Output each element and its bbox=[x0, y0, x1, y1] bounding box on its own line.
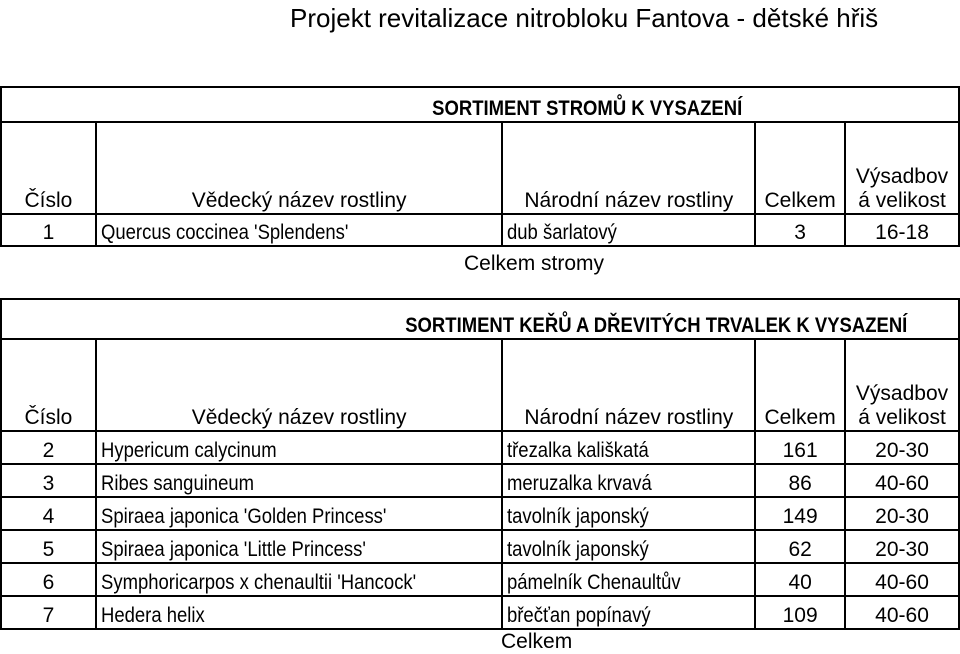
common-name-cell: břečťan popínavý bbox=[507, 604, 652, 627]
trees-section-title: SORTIMENT STROMŮ K VYSAZENÍ bbox=[431, 97, 742, 120]
table-row: 2 Hypericum calycinum třezalka kališkatá 161 20-30 bbox=[1, 431, 959, 464]
trees-footer-row bbox=[1, 246, 959, 276]
total-cell: 62 bbox=[755, 530, 845, 563]
shrubs-section-title-row bbox=[1, 299, 959, 339]
header-scientific-name: Vědecký název rostliny bbox=[96, 339, 503, 431]
size-cell: 16-18 bbox=[845, 214, 959, 246]
header-planting-size: Výsadbov á velikost bbox=[845, 122, 959, 214]
scientific-name-cell: Symphoricarpos x chenaultii 'Hancock' bbox=[100, 571, 417, 594]
scientific-name-cell: Quercus coccinea 'Splendens' bbox=[100, 221, 349, 244]
size-cell: 40-60 bbox=[845, 596, 959, 629]
size-cell: 20-30 bbox=[845, 431, 959, 464]
size-cell: 20-30 bbox=[845, 530, 959, 563]
table-row: 6 Symphoricarpos x chenaultii 'Hancock' pámelník Chenaultův 40 40-60 bbox=[1, 563, 959, 596]
header-number: Číslo bbox=[1, 339, 96, 431]
table-row: 5 Spiraea japonica 'Little Princess' tavolník japonský 62 20-30 bbox=[1, 530, 959, 563]
table-row: 4 Spiraea japonica 'Golden Princess' tavolník japonský 149 20-30 bbox=[1, 497, 959, 530]
size-cell: 40-60 bbox=[845, 563, 959, 596]
common-name-cell: meruzalka krvavá bbox=[507, 472, 653, 495]
size-cell: 20-30 bbox=[845, 497, 959, 530]
shrubs-section-title: SORTIMENT KEŘŮ A DŘEVITÝCH TRVALEK K VYSAZENÍ bbox=[404, 314, 907, 337]
total-cell: 40 bbox=[755, 563, 845, 596]
header-number: Číslo bbox=[1, 122, 96, 214]
trees-footer: Celkem stromy bbox=[464, 252, 605, 275]
header-total: Celkem bbox=[755, 122, 845, 214]
table-row: 1 Quercus coccinea 'Splendens' dub šarlatový 3 16-18 bbox=[1, 214, 959, 246]
common-name-cell: pámelník Chenaultův bbox=[507, 571, 682, 594]
total-cell: 86 bbox=[755, 464, 845, 497]
common-name-cell: třezalka kališkatá bbox=[507, 439, 650, 462]
total-cell: 109 bbox=[755, 596, 845, 629]
scientific-name-cell: Hypericum calycinum bbox=[100, 439, 277, 462]
shrubs-footer-row bbox=[1, 629, 959, 654]
common-name-cell: dub šarlatový bbox=[507, 221, 618, 244]
table-row: 3 Ribes sanguineum meruzalka krvavá 86 40-60 bbox=[1, 464, 959, 497]
header-planting-size: Výsadbov á velikost bbox=[845, 339, 959, 431]
scientific-name-cell: Spiraea japonica 'Little Princess' bbox=[100, 538, 366, 561]
page-title: Projekt revitalizace nitrobloku Fantova - dětské hřiš bbox=[290, 3, 879, 33]
trees-header-row bbox=[1, 122, 959, 214]
total-cell: 149 bbox=[755, 497, 845, 530]
common-name-cell: tavolník japonský bbox=[507, 538, 650, 561]
shrubs-header-row bbox=[1, 339, 959, 431]
scientific-name-cell: Ribes sanguineum bbox=[100, 472, 254, 495]
shrubs-footer: Celkem bbox=[501, 630, 573, 653]
common-name-cell: tavolník japonský bbox=[507, 505, 650, 528]
total-cell: 3 bbox=[755, 214, 845, 246]
header-common-name: Národní název rostliny bbox=[502, 122, 755, 214]
total-cell: 161 bbox=[755, 431, 845, 464]
scientific-name-cell: Hedera helix bbox=[100, 604, 205, 627]
header-common-name: Národní název rostliny bbox=[502, 339, 755, 431]
table-row: 7 Hedera helix břečťan popínavý 109 40-60 bbox=[1, 596, 959, 629]
trees-section-title-row bbox=[1, 87, 959, 122]
header-scientific-name: Vědecký název rostliny bbox=[96, 122, 503, 214]
header-total: Celkem bbox=[755, 339, 845, 431]
size-cell: 40-60 bbox=[845, 464, 959, 497]
scientific-name-cell: Spiraea japonica 'Golden Princess' bbox=[100, 505, 387, 528]
